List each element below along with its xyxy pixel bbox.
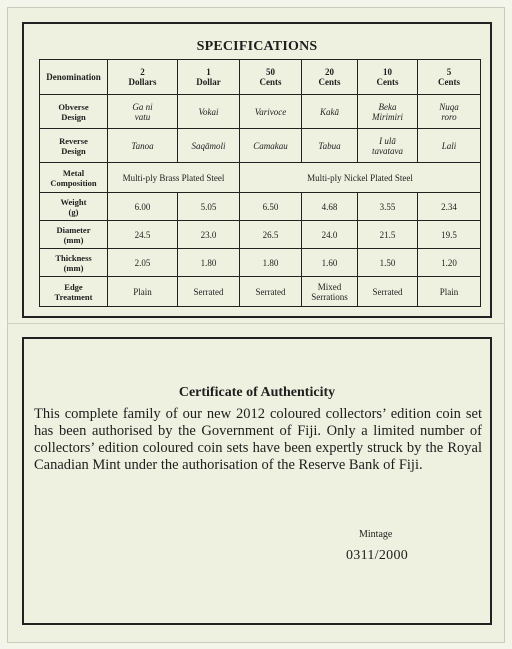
table-cell: Beka Mirimiri [358, 95, 418, 129]
table-cell: Serrated [178, 277, 240, 307]
table-cell: Lali [418, 129, 481, 163]
table-cell: Serrated [358, 277, 418, 307]
table-cell: Ga ni vatu [108, 95, 178, 129]
table-row [40, 129, 481, 163]
certificate-title: Certificate of Authenticity [178, 385, 336, 400]
row-label: Thickness (mm) [40, 249, 108, 277]
row-label: Obverse Design [40, 95, 108, 129]
table-cell: 4.68 [302, 193, 358, 221]
table-cell: 1.50 [358, 249, 418, 277]
header-denomination: Denomination [40, 60, 108, 95]
table-cell: 24.0 [302, 221, 358, 249]
table-cell: I ulā tavatava [358, 129, 418, 163]
table-row [40, 249, 481, 277]
header-50-cents: 50 Cents [240, 60, 302, 95]
table-cell: Varivoce [240, 95, 302, 129]
header-5-cents: 5 Cents [418, 60, 481, 95]
row-label: Weight (g) [40, 193, 108, 221]
table-header-row [40, 60, 481, 95]
metal-brass: Multi-ply Brass Plated Steel [108, 163, 240, 193]
table-cell: Serrated [240, 277, 302, 307]
header-1-dollar: 1 Dollar [178, 60, 240, 95]
specifications-title: SPECIFICATIONS [196, 39, 318, 54]
table-row-metal [40, 163, 481, 193]
table-cell: 6.50 [240, 193, 302, 221]
row-label: Reverse Design [40, 129, 108, 163]
row-label: Metal Composition [40, 163, 108, 193]
table-cell: Tanoa [108, 129, 178, 163]
table-cell: 26.5 [240, 221, 302, 249]
table-cell: Mixed Serrations [302, 277, 358, 307]
table-cell: Plain [108, 277, 178, 307]
table-cell: Plain [418, 277, 481, 307]
fold-line [7, 323, 505, 324]
table-row [40, 193, 481, 221]
certificate-panel [22, 337, 492, 625]
table-cell: Tabua [302, 129, 358, 163]
table-cell: 23.0 [178, 221, 240, 249]
table-cell: 6.00 [108, 193, 178, 221]
table-cell: Camakau [240, 129, 302, 163]
table-row [40, 277, 481, 307]
header-20-cents: 20 Cents [302, 60, 358, 95]
table-row [40, 95, 481, 129]
table-cell: 19.5 [418, 221, 481, 249]
table-cell: Nuqa roro [418, 95, 481, 129]
table-cell: 1.20 [418, 249, 481, 277]
mintage-label: Mintage [359, 529, 393, 540]
table-cell: 3.55 [358, 193, 418, 221]
table-cell: Vokai [178, 95, 240, 129]
mintage-value: 0311/2000 [346, 548, 409, 563]
table-cell: Kakā [302, 95, 358, 129]
certificate-body: This complete family of our new 2012 coloured collectors’ edition coin set has been authorised by the Government of Fiji. Only a limited number of collectors’ edition coloured coin sets have been expertly struck by the Royal Canadian Mint under the authorisation of the Reserve Bank of Fiji. [34, 406, 482, 473]
table-cell: 24.5 [108, 221, 178, 249]
table-cell: 1.80 [240, 249, 302, 277]
table-cell: 1.80 [178, 249, 240, 277]
table-cell: Saqāmoli [178, 129, 240, 163]
table-cell: 1.60 [302, 249, 358, 277]
row-label: Diameter (mm) [40, 221, 108, 249]
table-cell: 2.34 [418, 193, 481, 221]
table-row [40, 221, 481, 249]
specifications-table [39, 59, 481, 307]
header-10-cents: 10 Cents [358, 60, 418, 95]
table-cell: 5.05 [178, 193, 240, 221]
row-label: Edge Treatment [40, 277, 108, 307]
metal-nickel: Multi-ply Nickel Plated Steel [240, 163, 481, 193]
header-2-dollars: 2 Dollars [108, 60, 178, 95]
table-cell: 2.05 [108, 249, 178, 277]
specifications-panel [22, 22, 492, 318]
table-cell: 21.5 [358, 221, 418, 249]
